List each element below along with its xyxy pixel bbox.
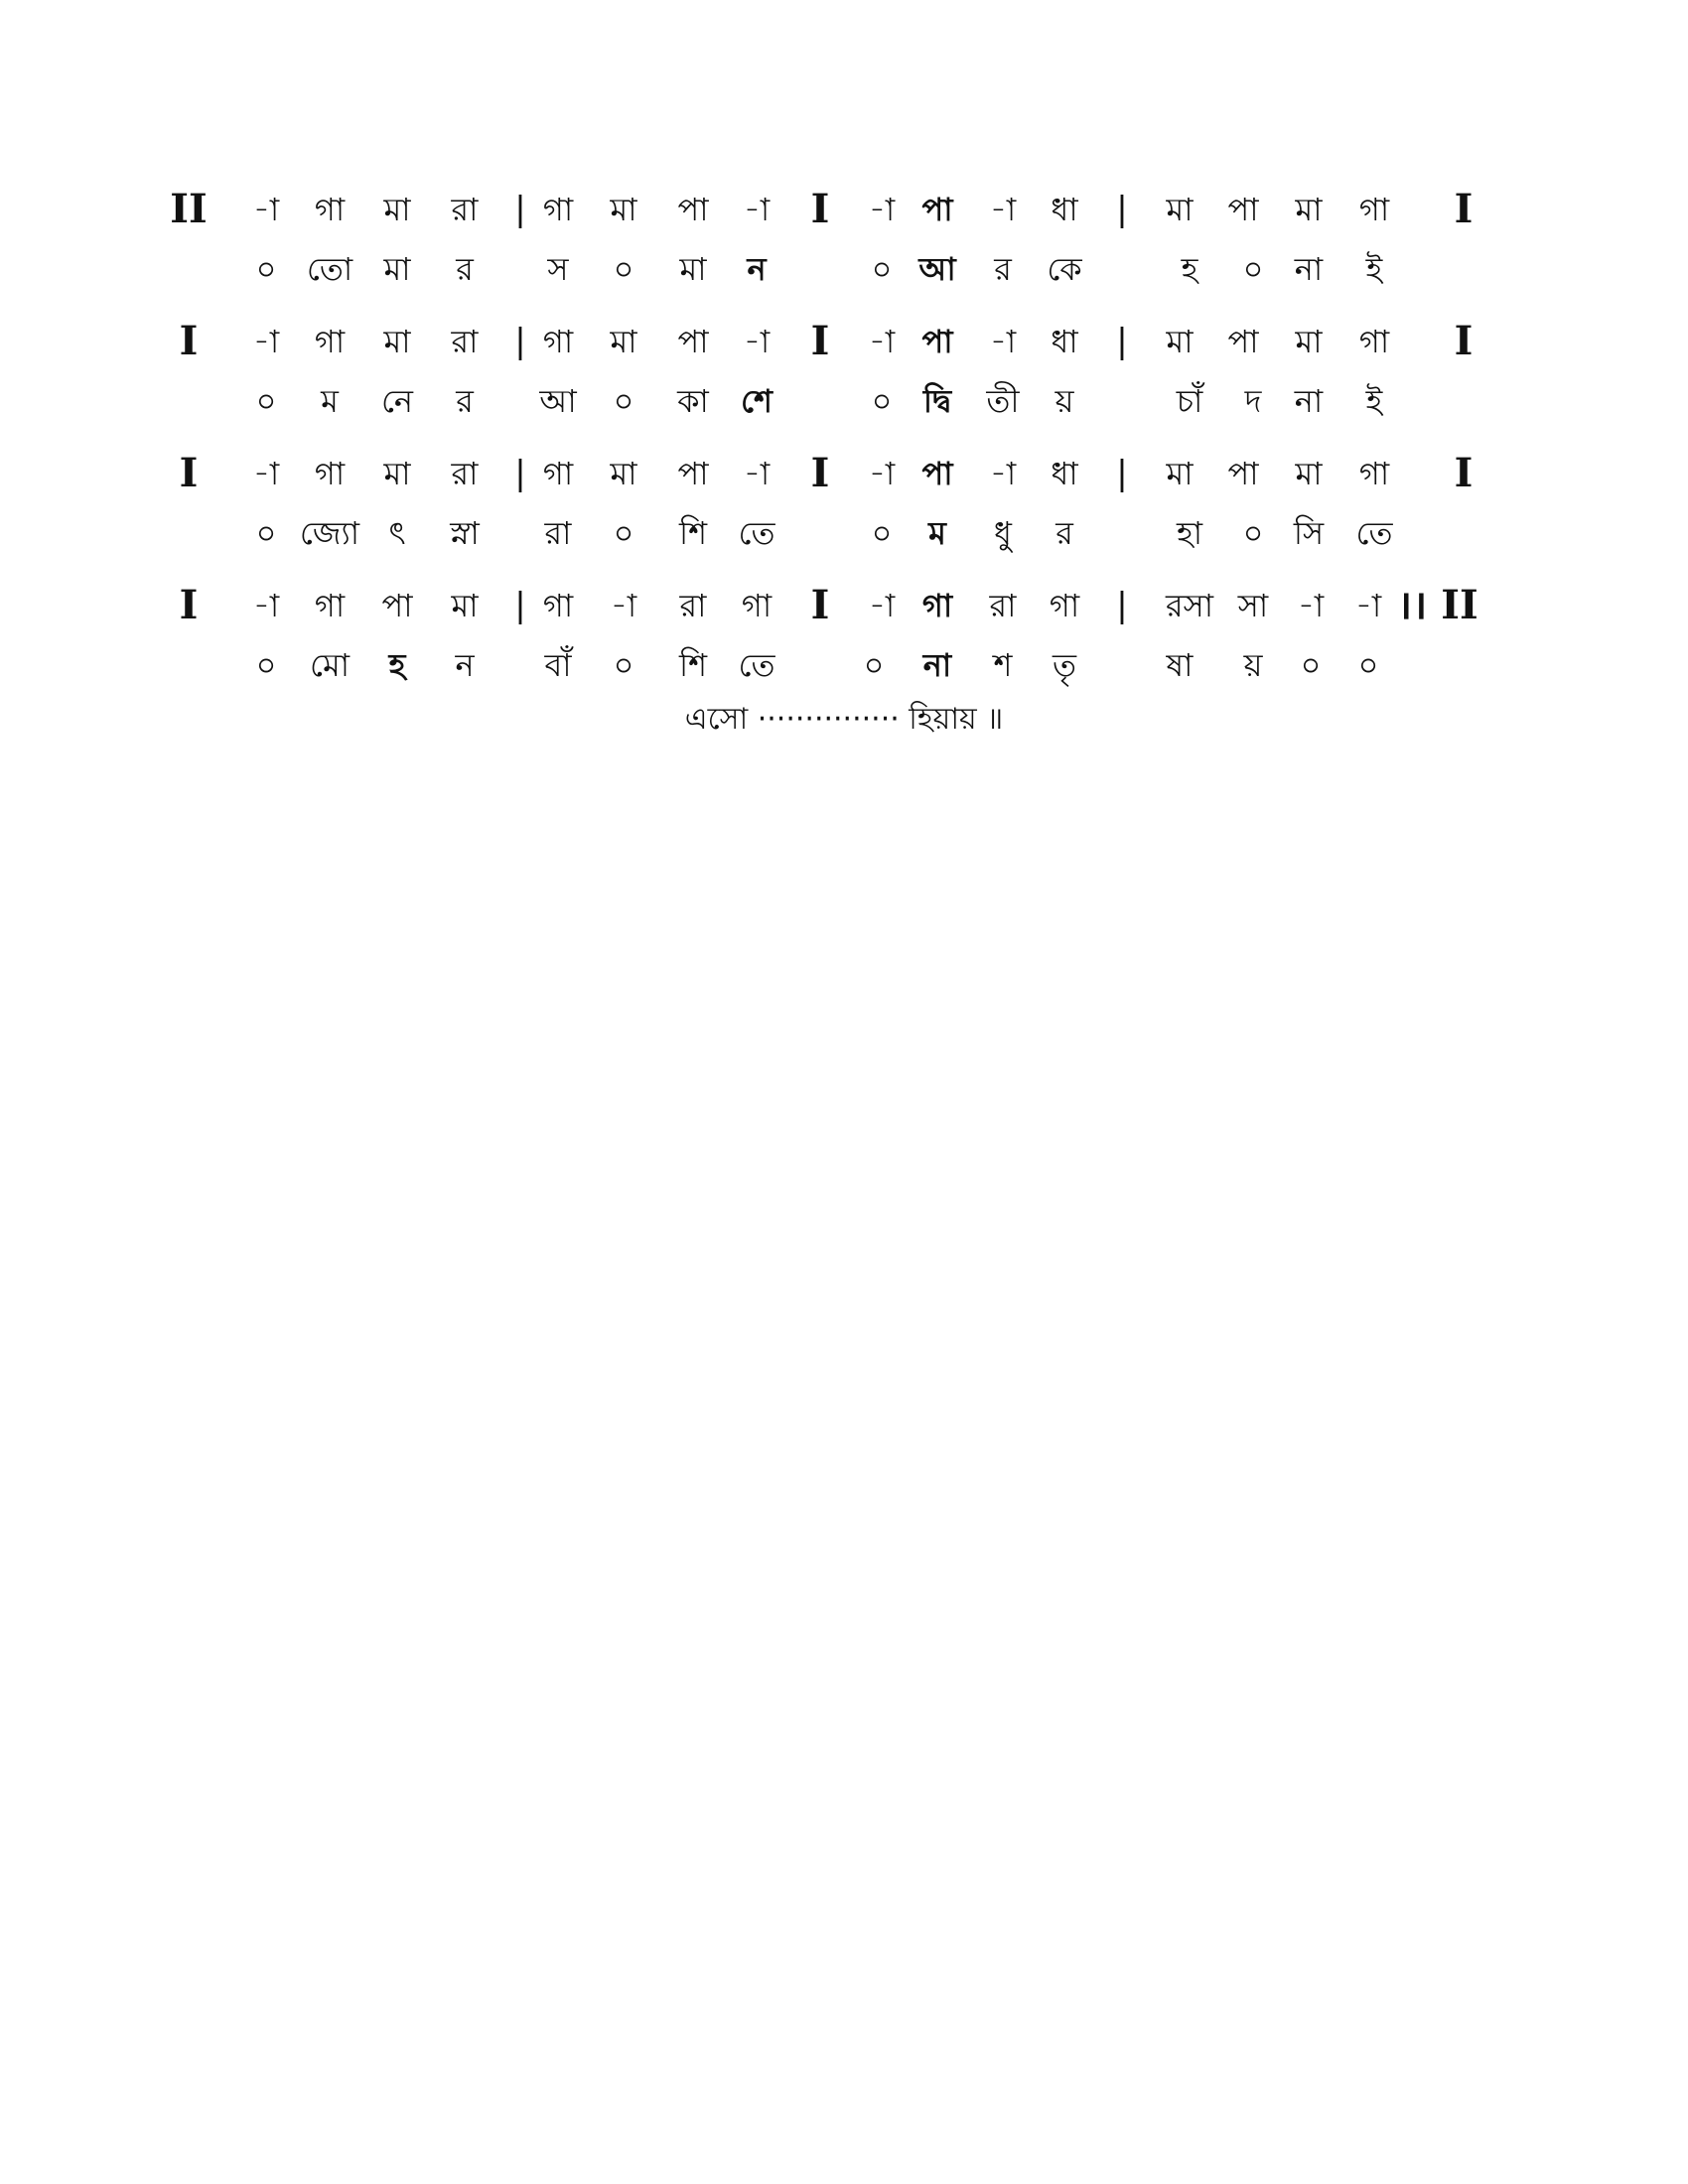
syllable-token: স্না bbox=[450, 514, 480, 552]
syllable-token: না bbox=[1294, 382, 1324, 420]
note-token: -া bbox=[610, 587, 637, 624]
bar-line: | bbox=[514, 586, 526, 625]
note-token: -া bbox=[868, 587, 896, 624]
note-token: গা bbox=[314, 323, 346, 360]
note-token: মা bbox=[383, 455, 411, 492]
note-token: ধা bbox=[1051, 191, 1078, 228]
syllable-token: আ bbox=[918, 250, 956, 288]
syllable-token: তে bbox=[738, 646, 775, 684]
note-token: -া bbox=[989, 191, 1017, 228]
note-token: রা bbox=[989, 587, 1017, 624]
note-token: পা bbox=[1227, 455, 1259, 492]
syllable-token: হ bbox=[1181, 250, 1198, 288]
note-token: রসা bbox=[1165, 587, 1214, 624]
note-token: পা bbox=[921, 455, 953, 492]
note-token: -া bbox=[989, 323, 1017, 360]
note-token: মা bbox=[1166, 323, 1194, 360]
lyrics-line bbox=[0, 375, 1688, 427]
note-token: -া bbox=[1297, 587, 1325, 624]
bar-line: | bbox=[514, 454, 526, 493]
note-token: গা bbox=[314, 587, 346, 624]
syllable-token: নে bbox=[380, 382, 414, 420]
syllable-token: ষা bbox=[1166, 646, 1194, 684]
bar-line: I bbox=[1454, 186, 1474, 232]
bar-line: I bbox=[810, 318, 830, 364]
note-token: ধা bbox=[1051, 455, 1078, 492]
note-token: সা bbox=[1237, 587, 1269, 624]
syllable-token: মা bbox=[679, 250, 707, 288]
syllable-token: ০ bbox=[1242, 514, 1264, 552]
note-token: গা bbox=[741, 587, 773, 624]
syllable-token: ৎ bbox=[388, 514, 406, 552]
note-token: মা bbox=[1295, 191, 1323, 228]
note-token: মা bbox=[1166, 191, 1194, 228]
note-token: পা bbox=[1227, 323, 1259, 360]
syllable-token: তে bbox=[1355, 514, 1393, 552]
note-token: গা bbox=[314, 455, 346, 492]
note-token: গা bbox=[1358, 323, 1390, 360]
syllable-token: ০ bbox=[1300, 646, 1322, 684]
note-token: মা bbox=[383, 323, 411, 360]
bar-line: | bbox=[1116, 322, 1128, 361]
syllable-token: রা bbox=[544, 514, 572, 552]
notation-line bbox=[0, 448, 1688, 499]
syllable-token: ০ bbox=[613, 382, 634, 420]
syllable-token: ০ bbox=[613, 646, 634, 684]
note-token: মা bbox=[451, 587, 479, 624]
bar-line: I bbox=[179, 450, 199, 496]
syllable-token: র bbox=[456, 382, 474, 420]
syllable-token: দ bbox=[1244, 382, 1262, 420]
note-token: রা bbox=[451, 455, 479, 492]
note-token: -া bbox=[252, 323, 280, 360]
bar-line: ।। bbox=[1396, 582, 1428, 628]
syllable-token: ই bbox=[1365, 382, 1383, 420]
note-token: মা bbox=[383, 191, 411, 228]
syllable-token: ০ bbox=[255, 382, 277, 420]
syllable-token: ০ bbox=[255, 514, 277, 552]
note-token: -া bbox=[252, 587, 280, 624]
syllable-token: মো bbox=[309, 646, 351, 684]
note-token: রা bbox=[451, 191, 479, 228]
bar-line: I bbox=[810, 582, 830, 628]
syllable-token: ম bbox=[928, 514, 946, 552]
syllable-token: ০ bbox=[613, 514, 634, 552]
notation-line bbox=[0, 316, 1688, 367]
syllable-token: শ bbox=[993, 646, 1013, 684]
syllable-token: ধু bbox=[994, 514, 1012, 552]
bar-line: | bbox=[514, 322, 526, 361]
bar-line: I bbox=[179, 582, 199, 628]
note-token: -া bbox=[743, 323, 771, 360]
syllable-token: ০ bbox=[863, 646, 885, 684]
bar-line: | bbox=[1116, 454, 1128, 493]
syllable-token: স bbox=[547, 250, 569, 288]
note-token: গা bbox=[1358, 191, 1390, 228]
syllable-token: দ্বি bbox=[922, 382, 952, 420]
syllable-token: তৃ bbox=[1052, 646, 1077, 684]
bar-line: II bbox=[170, 186, 208, 232]
note-token: -া bbox=[252, 455, 280, 492]
note-token: -া bbox=[868, 191, 896, 228]
syllable-token: ন bbox=[455, 646, 475, 684]
notation-line bbox=[0, 184, 1688, 235]
syllable-token: ০ bbox=[255, 646, 277, 684]
bar-line: | bbox=[1116, 586, 1128, 625]
note-token: গা bbox=[542, 587, 574, 624]
syllable-token: হ bbox=[388, 646, 406, 684]
note-token: গা bbox=[542, 191, 574, 228]
note-token: -া bbox=[989, 455, 1017, 492]
syllable-token: ন bbox=[747, 250, 767, 288]
note-token: গা bbox=[1049, 587, 1080, 624]
syllable-token: বাঁ bbox=[544, 646, 572, 684]
syllable-token: র bbox=[456, 250, 474, 288]
syllable-token: ০ bbox=[255, 250, 277, 288]
syllable-token: হা bbox=[1176, 514, 1203, 552]
syllable-token: ০ bbox=[1242, 250, 1264, 288]
note-token: -া bbox=[1354, 587, 1382, 624]
note-token: পা bbox=[677, 323, 709, 360]
note-token: গা bbox=[542, 455, 574, 492]
note-token: পা bbox=[1227, 191, 1259, 228]
note-token: গা bbox=[314, 191, 346, 228]
note-token: গা bbox=[1358, 455, 1390, 492]
syllable-token: জ্যো bbox=[299, 514, 360, 552]
note-token: গা bbox=[542, 323, 574, 360]
syllable-token: ০ bbox=[613, 250, 634, 288]
lyrics-line bbox=[0, 639, 1688, 691]
note-token: মা bbox=[610, 191, 637, 228]
syllable-token: য় bbox=[1243, 646, 1263, 684]
syllable-token: ০ bbox=[1357, 646, 1379, 684]
syllable-token: ০ bbox=[871, 514, 893, 552]
note-token: -া bbox=[868, 323, 896, 360]
syllable-token: তে bbox=[738, 514, 775, 552]
note-token: পা bbox=[921, 323, 953, 360]
syllable-token: তী bbox=[986, 382, 1020, 420]
refrain-footer: এসো ··············· হিয়ায় ॥ bbox=[684, 702, 1004, 737]
note-token: পা bbox=[677, 191, 709, 228]
note-token: পা bbox=[921, 191, 953, 228]
note-token: পা bbox=[381, 587, 413, 624]
note-token: পা bbox=[677, 455, 709, 492]
note-token: -া bbox=[868, 455, 896, 492]
bar-line: | bbox=[1116, 190, 1128, 229]
syllable-token: কা bbox=[677, 382, 709, 420]
lyrics-line bbox=[0, 243, 1688, 295]
note-token: মা bbox=[610, 323, 637, 360]
syllable-token: র bbox=[994, 250, 1012, 288]
syllable-token: না bbox=[1294, 250, 1324, 288]
syllable-token: শে bbox=[741, 382, 773, 420]
syllable-token: আ bbox=[539, 382, 577, 420]
syllable-token: র bbox=[1055, 514, 1073, 552]
syllable-token: ০ bbox=[871, 382, 893, 420]
syllable-token: ০ bbox=[871, 250, 893, 288]
bar-line: I bbox=[179, 318, 199, 364]
syllable-token: তো bbox=[306, 250, 353, 288]
note-token: মা bbox=[1295, 323, 1323, 360]
note-token: মা bbox=[610, 455, 637, 492]
note-token: গা bbox=[921, 587, 953, 624]
bar-line: I bbox=[1454, 318, 1474, 364]
syllable-token: সি bbox=[1293, 514, 1325, 552]
syllable-token: চাঁ bbox=[1176, 382, 1203, 420]
note-token: ধা bbox=[1051, 323, 1078, 360]
bar-line: II bbox=[1441, 582, 1478, 628]
syllable-token: মা bbox=[383, 250, 411, 288]
syllable-token: শি bbox=[678, 646, 708, 684]
syllable-token: কে bbox=[1047, 250, 1082, 288]
syllable-token: ম bbox=[321, 382, 339, 420]
bar-line: I bbox=[810, 450, 830, 496]
note-token: রা bbox=[451, 323, 479, 360]
syllable-token: ই bbox=[1365, 250, 1383, 288]
bar-line: I bbox=[1454, 450, 1474, 496]
note-token: মা bbox=[1295, 455, 1323, 492]
note-token: -া bbox=[743, 191, 771, 228]
note-token: -া bbox=[252, 191, 280, 228]
bar-line: | bbox=[514, 190, 526, 229]
lyrics-line bbox=[0, 507, 1688, 559]
syllable-token: শি bbox=[678, 514, 708, 552]
note-token: রা bbox=[679, 587, 707, 624]
notation-line bbox=[0, 580, 1688, 631]
syllable-token: য় bbox=[1055, 382, 1074, 420]
note-token: মা bbox=[1166, 455, 1194, 492]
bar-line: I bbox=[810, 186, 830, 232]
syllable-token: না bbox=[922, 646, 952, 684]
note-token: -া bbox=[743, 455, 771, 492]
